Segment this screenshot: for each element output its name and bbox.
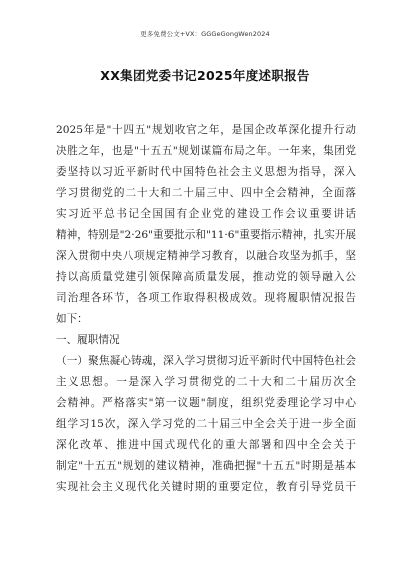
body-line: 决胜之年，也是"十五五"规划谋篇布局之年。一年来，集团党 — [56, 145, 356, 157]
body-line: 深化改革、推进中国式现代化的重大部署和四中全会关于 — [56, 439, 356, 451]
body-line: 司治理各环节，各项工作取得积极成效。现将履职情况报告 — [56, 292, 356, 304]
body-line: 组学习15次，深入学习党的二十届三中全会关于进一步全面 — [56, 418, 356, 430]
body-line: 深入贯彻中央八项规定精神学习教育，以融合攻坚为抓手，坚 — [56, 250, 356, 262]
body-line: 实习近平总书记全国国有企业党的建设工作会议重要讲话 — [56, 208, 356, 220]
body-line: 实现社会主义现代化关键时期的重要定位，教育引导党员干 — [56, 481, 356, 493]
body-line: 精神，特别是"2·26"重要批示和"11·6"重要指示精神，扎实开展 — [56, 229, 356, 241]
document-title: XX集团党委书记2025年度述职报告 — [100, 68, 310, 83]
body-line: 委坚持以习近平新时代中国特色社会主义思想为指导，深入 — [56, 166, 356, 178]
body-line: 如下： — [56, 313, 88, 325]
body-line: 会精神。严格落实"第一议题"制度，组织党委理论学习中心 — [56, 397, 356, 409]
body-line: 主义思想。一是深入学习贯彻党的二十大和二十届历次全 — [56, 376, 356, 388]
body-line: 制定"十五五"规划的建议精神，准确把握"十五五"时期是基本 — [56, 460, 356, 472]
body-line: 持以高质量党建引领保障高质量发展，推动党的领导融入公 — [56, 271, 356, 283]
body-line: 学习贯彻党的二十大和二十届三中、四中全会精神，全面落 — [56, 187, 356, 199]
body-line: （一）聚焦凝心铸魂，深入学习贯彻习近平新时代中国特色社会 — [56, 355, 356, 367]
section-heading: 一、履职情况 — [56, 334, 120, 346]
header-note: 更多免费公文+VX：GGGeGongWen2024 — [140, 30, 270, 38]
body-line: 2025年是"十四五"规划收官之年，是国企改革深化提升行动 — [56, 124, 356, 136]
document-body — [56, 120, 356, 498]
